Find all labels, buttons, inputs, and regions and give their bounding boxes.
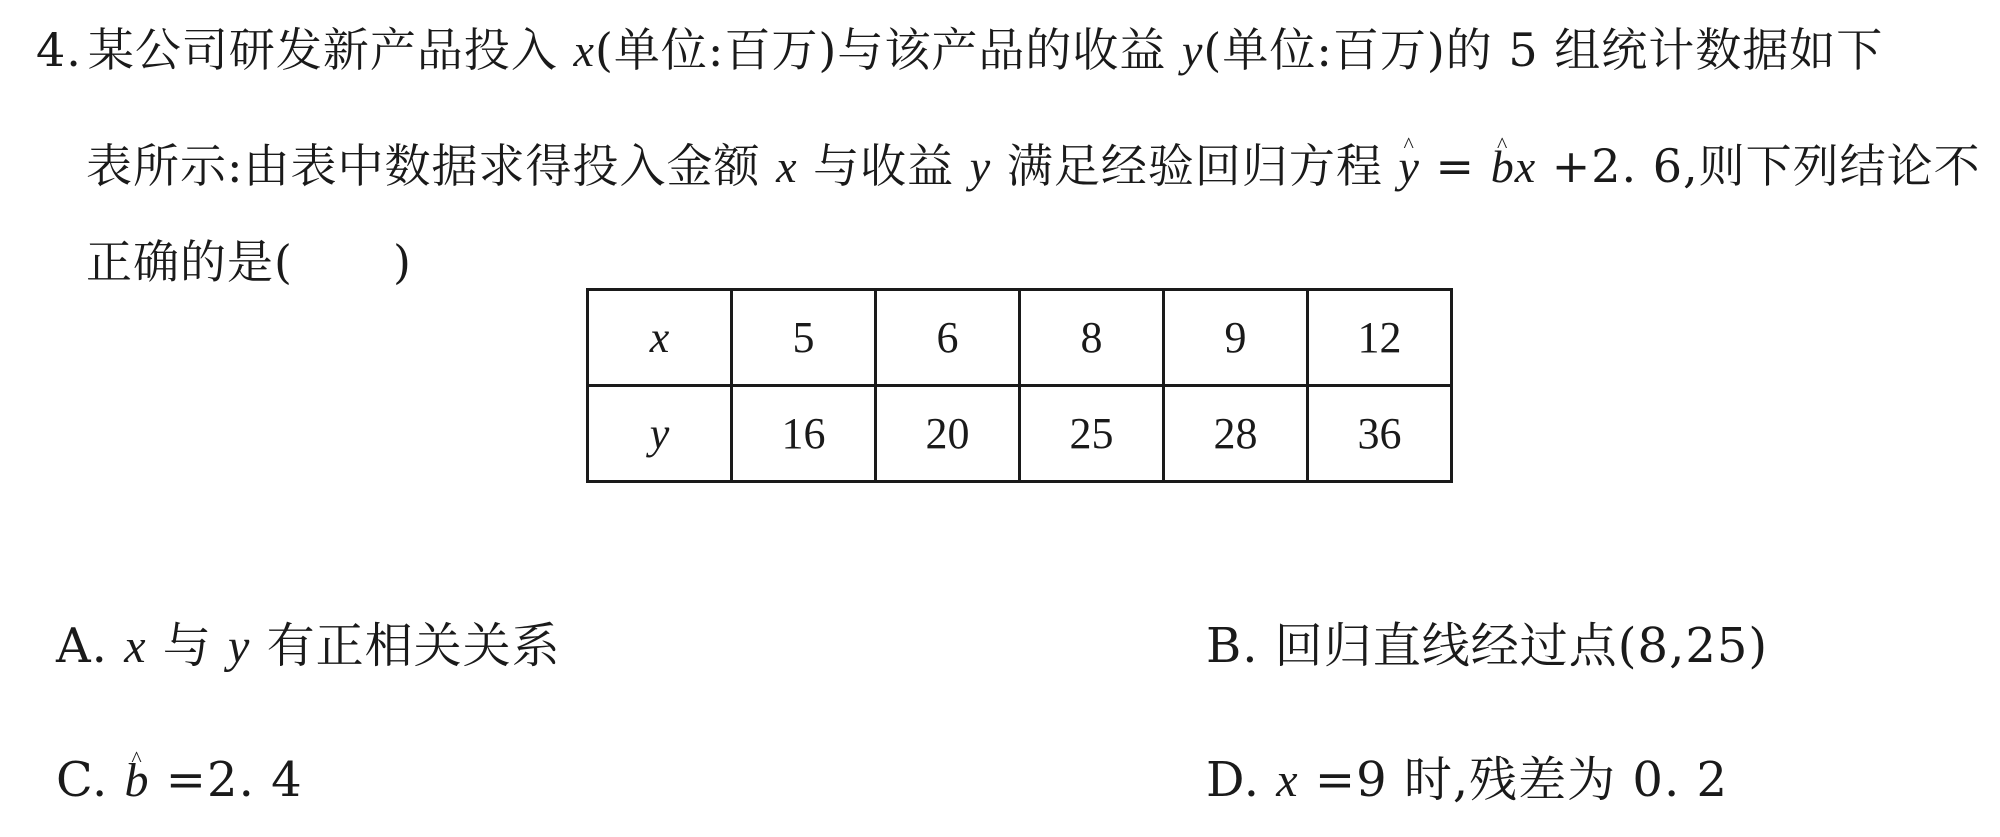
table-cell: 36 [1308, 386, 1452, 482]
line2-text-c: 满足经验回归方程 [1006, 139, 1383, 193]
option-d-text: =9 时,残差为 0. 2 [1298, 752, 1728, 808]
table-cell: 25 [1020, 386, 1164, 482]
table-cell: 28 [1164, 386, 1308, 482]
option-b[interactable] [1206, 616, 1768, 676]
question-number: 4. [36, 23, 82, 77]
variable-y: y [969, 141, 992, 192]
line1-text-c: (单位:百万)的 5 组统计数据如下 [1203, 23, 1884, 77]
table-row-y [588, 386, 1452, 482]
line2-text-a: 表所示:由表中数据求得投入金额 [86, 139, 761, 193]
variable-x: x [573, 25, 595, 76]
line3-text-a: 正确的是( [86, 235, 293, 289]
equation-x: x [1514, 141, 1537, 192]
table-row-x [588, 290, 1452, 386]
option-b-label: B. [1206, 618, 1259, 674]
table-cell: 12 [1308, 290, 1452, 386]
variable-y: y [228, 620, 251, 673]
option-a[interactable] [56, 616, 561, 677]
question-line-2 [86, 136, 1981, 197]
variable-x: x [124, 620, 147, 673]
option-d[interactable] [1206, 750, 1728, 811]
question-line-3 [86, 232, 412, 292]
table-cell: 9 [1164, 290, 1308, 386]
option-b-text: 回归直线经过点(8,25) [1274, 618, 1769, 674]
line1-text-b: (单位:百万)与该产品的收益 [594, 23, 1167, 77]
variable-x: x [1276, 754, 1299, 807]
option-c-b-hat: ^ b [125, 751, 150, 811]
option-a-label: A. [56, 618, 108, 674]
line3-text-b: ) [392, 235, 412, 289]
option-c[interactable] [56, 750, 303, 811]
question-line-1 [36, 20, 1883, 81]
option-a-mid: 与 [162, 618, 212, 674]
equation-b-hat: ^ b [1491, 137, 1515, 197]
table-cell: 16 [732, 386, 876, 482]
option-d-label: D. [1206, 752, 1261, 808]
option-c-text: =2. 4 [149, 752, 303, 808]
variable-y: y [1181, 25, 1204, 76]
option-a-text: 有正相关关系 [266, 618, 561, 674]
table-cell: 5 [732, 290, 876, 386]
table-cell: 8 [1020, 290, 1164, 386]
data-table [586, 288, 1453, 483]
option-c-label: C. [56, 752, 109, 808]
line1-text-a: 某公司研发新产品投入 [87, 23, 558, 77]
table-cell: 20 [876, 386, 1020, 482]
table-header-y: y [588, 386, 732, 482]
table-cell: 6 [876, 290, 1020, 386]
line2-text-b: 与收益 [813, 139, 955, 193]
table-header-x: x [588, 290, 732, 386]
equation-equals: = [1419, 139, 1491, 193]
variable-x: x [776, 141, 798, 192]
equation-y-hat: ^ y [1398, 137, 1419, 197]
line2-text-end: +2. 6,则下列结论不 [1536, 139, 1981, 193]
